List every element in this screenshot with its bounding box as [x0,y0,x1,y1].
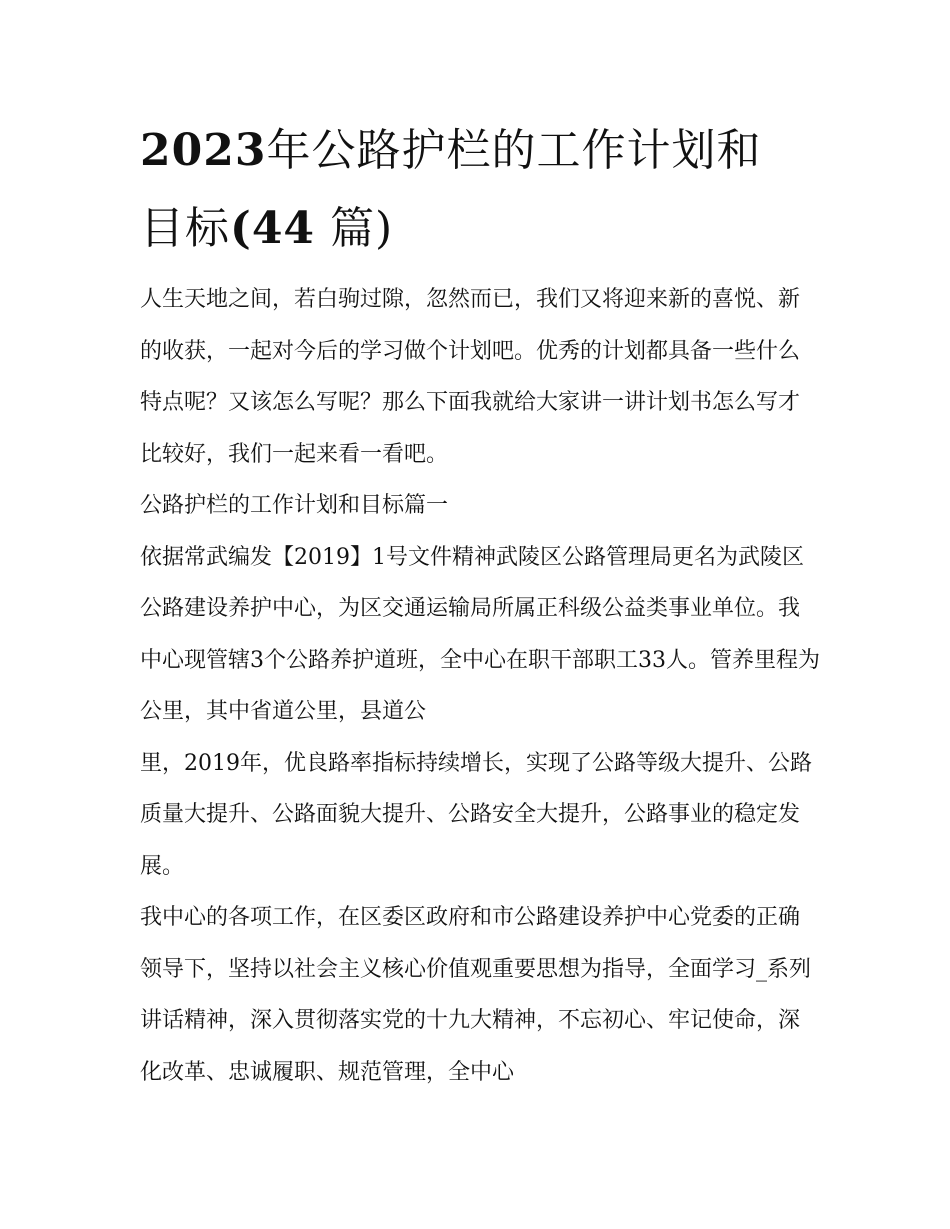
title-year: 2023 [140,125,267,176]
title-text-line2: 目标 [140,203,230,254]
title-tail: 篇) [330,203,394,254]
title-text-line1: 年公路护栏的工作计划和 [266,125,762,176]
paragraph-intro: 人生天地之间，若白驹过隙，忽然而已，我们又将迎来新的喜悦、新的收获，一起对今后的学习做个计划吧。优秀的计划都具备一些什么特点呢？又该怎么写呢？那么下面我就给大家讲一讲计划书怎么写才比较好，我们一起来看一看吧。 [140,287,801,467]
paragraph-background: 依据常武编发【2019】1号文件精神武陵区公路管理局更名为武陵区公路建设养护中心，为区交通运输局所属正科级公益类事业单位。我中心现管辖3个公路养护道班，全中心在职干部职工33人。管养里程为公里，其中省道公里，县道公 [140,544,820,724]
document-title [140,112,820,268]
title-count: (44 [230,203,316,254]
section-heading: 公路护栏的工作计划和目标篇一 [140,493,449,518]
paragraph-work: 我中心的各项工作，在区委区政府和市公路建设养护中心党委的正确领导下，坚持以社会主义核心价值观重要思想为指导，全面学习_系列讲话精神，深入贯彻落实党的十九大精神，不忘初心、牢记使命，深化改革、忠诚履职、规范管理，全中心 [140,905,812,1085]
document-body [140,274,820,1098]
paragraph-achievements: 里，2019年，优良路率指标持续增长，实现了公路等级大提升、公路质量大提升、公路面貌大提升、公路安全大提升，公路事业的稳定发展。 [140,750,812,879]
